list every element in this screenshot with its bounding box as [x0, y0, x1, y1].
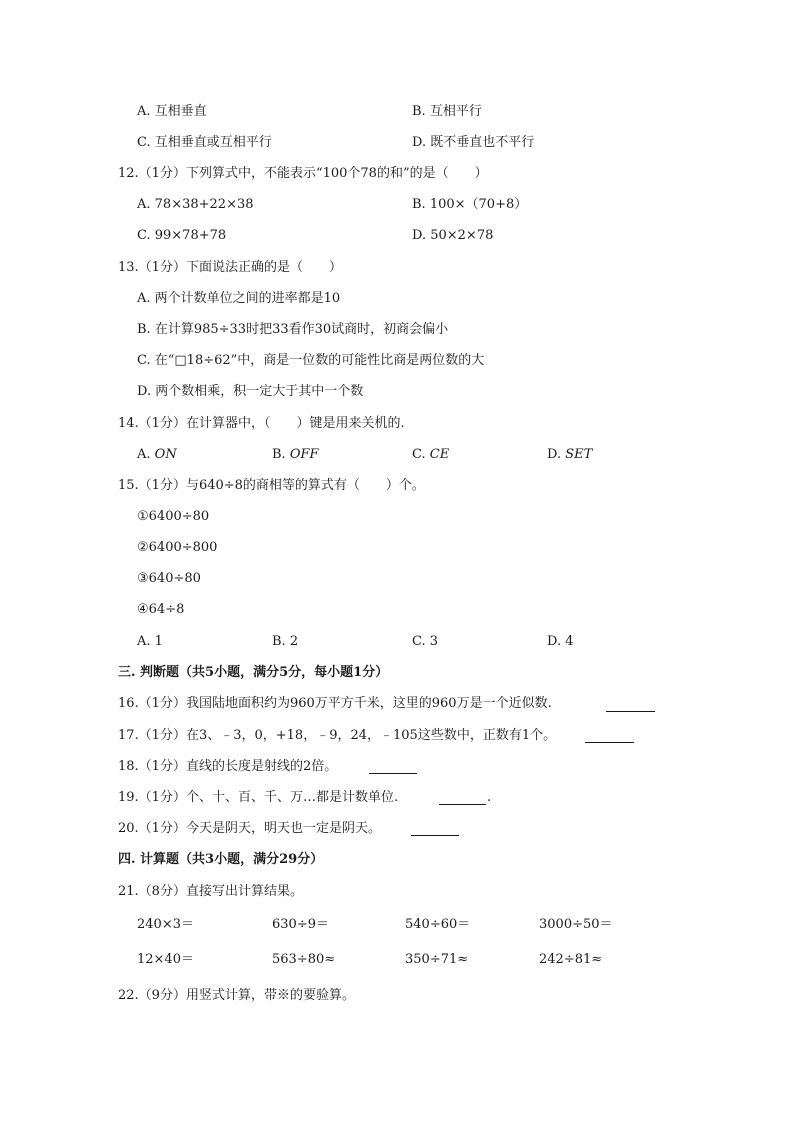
q14-option-c-prefix: C. — [412, 447, 430, 462]
q14-option-b-key: OFF — [289, 447, 319, 462]
q12-option-d: D. 50×2×78 — [412, 228, 494, 243]
q21-expression: 240×3＝ — [137, 917, 194, 932]
q19-period: . — [487, 790, 492, 805]
q18-stem: 18.（1分）直线的长度是射线的2倍。 — [118, 759, 338, 774]
q14-option-d-key: SET — [565, 447, 593, 462]
q14-option-c-key: CE — [429, 447, 450, 462]
q18-answer-blank[interactable] — [369, 773, 417, 774]
q14-option-b — [272, 446, 319, 464]
q21-expression: 350÷71≈ — [405, 952, 469, 967]
q13-stem: 13.（1分）下面说法正确的是（ ） — [118, 260, 342, 275]
q11-option-c: C. 互相垂直或互相平行 — [137, 135, 272, 150]
q14-option-a — [137, 446, 177, 464]
q13-option-c: C. 在“□18÷62”中，商是一位数的可能性比商是两位数的大 — [137, 353, 485, 368]
q20-answer-blank[interactable] — [411, 835, 459, 836]
q15-option-a: A. 1 — [137, 634, 163, 649]
q15-stem: 15.（1分）与640÷8的商相等的算式有（ ）个。 — [118, 478, 425, 493]
q14-option-a-key: ON — [154, 447, 177, 462]
q14-option-d — [547, 446, 592, 464]
q21-stem: 21.（8分）直接写出计算结果。 — [118, 884, 303, 899]
q15-option-d: D. 4 — [547, 634, 574, 649]
q14-option-b-prefix: B. — [272, 447, 290, 462]
q19-stem: 19.（1分）个、十、百、千、万…都是计数单位. — [118, 790, 399, 805]
q13-option-a: A. 两个计数单位之间的进率都是10 — [137, 291, 341, 306]
q15-item: ①6400÷80 — [137, 509, 210, 524]
q16-answer-blank[interactable] — [606, 711, 655, 712]
q14-option-d-prefix: D. — [547, 447, 566, 462]
q15-item: ③640÷80 — [137, 571, 201, 586]
q21-expression: 242÷81≈ — [539, 952, 603, 967]
q15-item: ④64÷8 — [137, 602, 185, 617]
q11-option-a: A. 互相垂直 — [137, 104, 207, 119]
q14-option-a-prefix: A. — [137, 447, 155, 462]
q12-option-c: C. 99×78+78 — [137, 228, 227, 243]
q15-item: ②6400÷800 — [137, 540, 218, 555]
q17-answer-blank[interactable] — [585, 742, 634, 743]
q16-stem: 16.（1分）我国陆地面积约为960万平方千米，这里的960万是一个近似数. — [118, 696, 552, 711]
q21-expression: 563÷80≈ — [272, 952, 336, 967]
q19-answer-blank[interactable] — [439, 804, 486, 805]
q14-option-c — [412, 446, 449, 464]
q15-option-c: C. 3 — [412, 634, 439, 649]
section-heading-calculation: 四. 计算题（共3小题，满分29分） — [118, 852, 324, 867]
q13-option-b: B. 在计算985÷33时把33看作30试商时，初商会偏小 — [137, 322, 449, 337]
q12-stem: 12.（1分）下列算式中，不能表示“100个78的和”的是（ ） — [118, 166, 488, 181]
q22-stem: 22.（9分）用竖式计算，带※的要验算。 — [118, 988, 355, 1003]
q14-stem: 14.（1分）在计算器中，（ ）键是用来关机的. — [118, 416, 405, 431]
q21-expression: 3000÷50＝ — [539, 917, 613, 932]
q20-stem: 20.（1分）今天是阴天，明天也一定是阴天。 — [118, 821, 381, 836]
q12-option-a: A. 78×38+22×38 — [137, 197, 254, 212]
q11-option-b: B. 互相平行 — [412, 104, 482, 119]
q15-option-b: B. 2 — [272, 634, 299, 649]
q21-expression: 12×40＝ — [137, 952, 194, 967]
q12-option-b: B. 100×（70+8） — [412, 197, 528, 212]
q21-expression: 630÷9＝ — [272, 917, 329, 932]
section-heading-judgment: 三. 判断题（共5小题，满分5分，每小题1分） — [118, 665, 389, 680]
q21-expression: 540÷60＝ — [405, 917, 471, 932]
q17-stem: 17.（1分）在3、﹣3，0，+18，﹣9，24，﹣105这些数中，正数有1个。 — [118, 728, 557, 743]
q11-option-d: D. 既不垂直也不平行 — [412, 135, 535, 150]
q13-option-d: D. 两个数相乘，积一定大于其中一个数 — [137, 384, 364, 399]
